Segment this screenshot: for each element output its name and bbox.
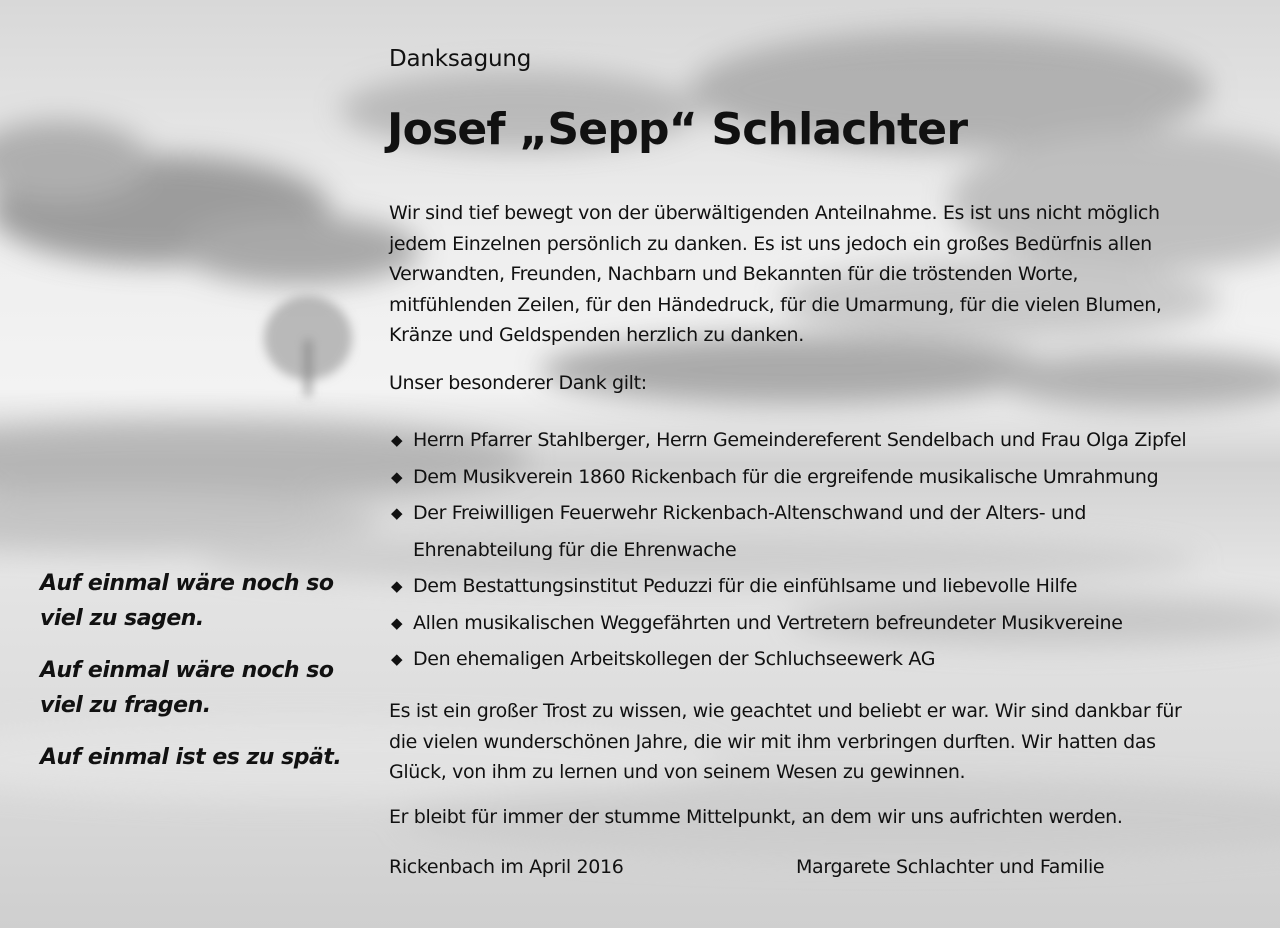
deceased-name: Josef „Sepp“ Schlachter	[387, 104, 968, 155]
text-line: Es ist ein großer Trost zu wissen, wie geachtet und beliebt er war. Wir sind dankbar für	[389, 700, 1182, 722]
diamond-bullet-icon: ◆	[391, 613, 403, 632]
list-item: ◆ Der Freiwilligen Feuerwehr Rickenbach-Altenschwand und der Alters- und	[389, 495, 1186, 532]
poem-line: Auf einmal wäre noch so	[40, 571, 334, 596]
closing-sentence: Er bleibt für immer der stumme Mittelpunkt, an dem wir uns aufrichten werden.	[389, 806, 1123, 828]
poem-stanza	[40, 653, 341, 723]
list-item: ◆ Allen musikalischen Weggefährten und Vertretern befreundeter Musikvereine	[389, 605, 1186, 642]
comfort-paragraph	[389, 696, 1181, 788]
poem-line: viel zu sagen.	[40, 606, 204, 631]
thanks-list	[389, 422, 1186, 678]
list-item: ◆ Herrn Pfarrer Stahlberger, Herrn Gemeindereferent Sendelbach und Frau Olga Zipfel	[389, 422, 1186, 459]
poem	[40, 566, 341, 792]
text-line: Verwandten, Freunden, Nachbarn und Bekannten für die tröstenden Worte,	[389, 263, 1079, 285]
text-line: mitfühlenden Zeilen, für den Händedruck, für die Umarmung, für die vielen Blumen,	[389, 293, 1162, 316]
list-item: ◆ Den ehemaligen Arbeitskollegen der Schluchseewerk AG	[389, 641, 1186, 678]
list-item: ◆ Dem Bestattungsinstitut Peduzzi für die einfühlsame und liebevolle Hilfe	[389, 568, 1186, 605]
place-and-date: Rickenbach im April 2016	[389, 856, 624, 878]
poem-stanza	[40, 566, 341, 636]
list-item: ◆ Dem Musikverein 1860 Rickenbach für die ergreifende musikalische Umrahmung	[389, 459, 1186, 496]
signature: Margarete Schlachter und Familie	[796, 856, 1105, 878]
special-thanks-intro: Unser besonderer Dank gilt:	[389, 372, 647, 394]
poem-line: Auf einmal wäre noch so	[40, 658, 334, 683]
diamond-bullet-icon: ◆	[391, 431, 403, 449]
diamond-bullet-icon: ◆	[391, 577, 403, 595]
diamond-bullet-icon: ◆	[391, 467, 403, 486]
poem-line: Auf einmal ist es zu spät.	[40, 745, 342, 770]
poem-stanza	[40, 740, 341, 775]
diamond-bullet-icon: ◆	[391, 504, 403, 522]
text-line: jedem Einzelnen persönlich zu danken. Es ist uns jedoch ein großes Bedürfnis allen	[389, 232, 1152, 255]
heading-danksagung: Danksagung	[389, 46, 532, 72]
poem-line: viel zu fragen.	[40, 693, 211, 718]
thanks-paragraph	[389, 198, 1162, 351]
diamond-bullet-icon: ◆	[391, 650, 403, 668]
text-line: Kränze und Geldspenden herzlich zu danken.	[389, 324, 804, 346]
list-item-continuation: Ehrenabteilung für die Ehrenwache	[413, 538, 737, 561]
text-line: Wir sind tief bewegt von der überwältigenden Anteilnahme. Es ist uns nicht möglich	[389, 202, 1160, 224]
text-line: Glück, von ihm zu lernen und von seinem Wesen zu gewinnen.	[389, 761, 966, 783]
text-line: die vielen wunderschönen Jahre, die wir mit ihm verbringen durften. Wir hatten das	[389, 730, 1156, 753]
